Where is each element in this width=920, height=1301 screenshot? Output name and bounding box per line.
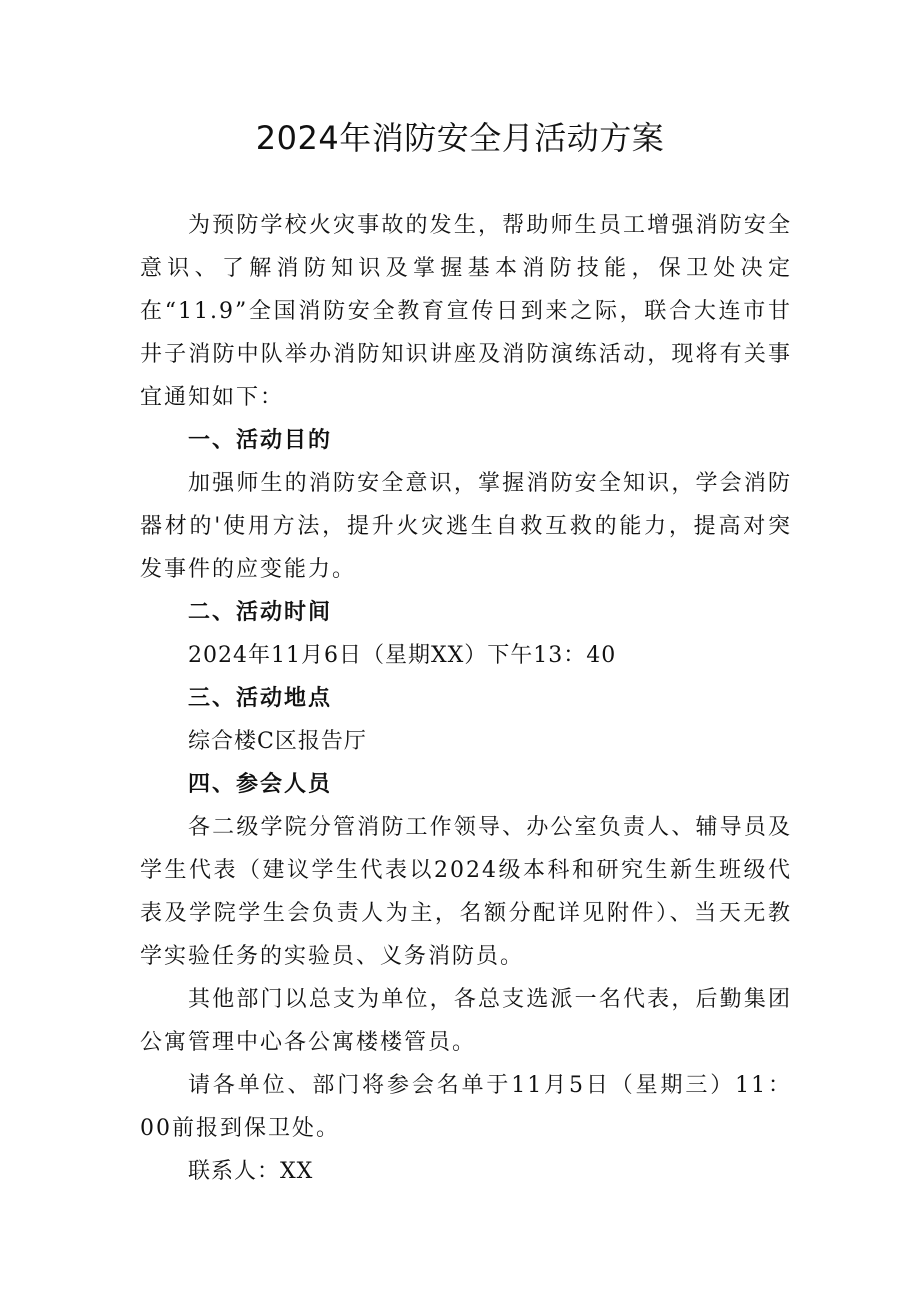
attendees-paragraph-1: 各二级学院分管消防工作领导、办公室负责人、辅导员及学生代表（建议学生代表以2024级本科和研究生新生班级代表及学院学生会负责人为主，名额分配详见附件）、当天无教学实验任务的实验员、义务消防员。 — [140, 815, 792, 969]
section-heading-location: 三、活动地点 — [188, 686, 333, 711]
event-time-text: 2024年11月6日（星期XX）下午13：40 — [188, 643, 617, 668]
section-heading-time: 二、活动时间 — [188, 600, 333, 625]
section-heading-purpose: 一、活动目的 — [188, 428, 333, 453]
intro-paragraph: 为预防学校火灾事故的发生，帮助师生员工增强消防安全意识、了解消防知识及掌握基本消防技能，保卫处决定在“11.9”全国消防安全教育宣传日到来之际，联合大连市甘井子消防中队举办消防知识讲座及消防演练活动，现将有关事宜通知如下： — [140, 213, 792, 410]
document-body — [140, 204, 792, 1193]
event-location-text: 综合楼C区报告厅 — [188, 729, 367, 754]
attendees-paragraph-2: 其他部门以总支为单位，各总支选派一名代表，后勤集团公寓管理中心各公寓楼楼管员。 — [140, 987, 792, 1055]
section-heading-attendees: 四、参会人员 — [188, 772, 333, 797]
contact-person-text: 联系人：XX — [188, 1159, 314, 1184]
document-title: 2024年消防安全月活动方案 — [255, 119, 665, 157]
purpose-paragraph: 加强师生的消防安全意识，掌握消防安全知识，学会消防器材的'使用方法，提升火灾逃生自救互救的能力，提高对突发事件的应变能力。 — [140, 471, 792, 582]
attendees-paragraph-3: 请各单位、部门将参会名单于11月5日（星期三）11：00前报到保卫处。 — [140, 1073, 792, 1141]
